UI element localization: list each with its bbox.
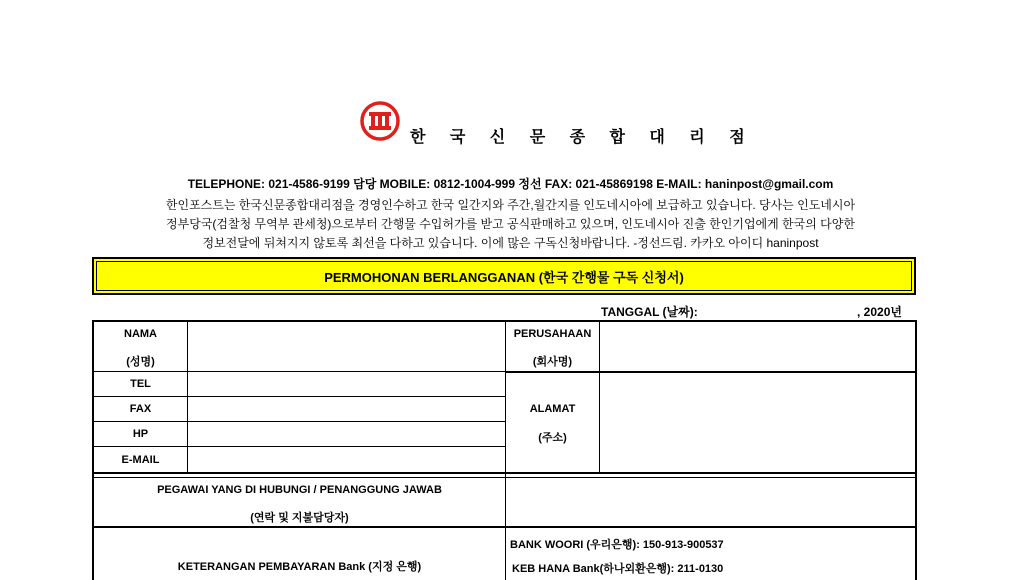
label-alamat: ALAMAT: [529, 403, 576, 415]
intro-text-line-3: 정보전달에 뒤쳐지지 않토록 최선을 다하고 있습니다. 이에 많은 구독신청바랍니다. -정선드림. 카카오 아이디 haninpost: [202, 236, 819, 250]
bank-woori: BANK WOORI (우리은행): 150-913-900537: [510, 539, 724, 551]
form-title-banner: [92, 257, 916, 295]
label-keterangan: KETERANGAN PEMBAYARAN Bank (지정 은행): [177, 561, 422, 573]
date-label: TANGGAL (날짜):: [601, 305, 698, 319]
hp-field[interactable]: [188, 422, 505, 446]
label-perusahaan: PERUSAHAAN: [513, 328, 592, 340]
label-tel: TEL: [130, 378, 151, 390]
label-alamat-ko: (주소): [538, 432, 567, 444]
nama-field[interactable]: [188, 322, 505, 371]
tanggal-field[interactable]: [660, 296, 850, 316]
alamat-field[interactable]: [600, 373, 915, 472]
company-name: 한 국 신 문 종 합 대 리 점: [410, 129, 755, 146]
company-logo-icon: [360, 101, 400, 141]
label-nama-ko: (성명): [126, 356, 155, 368]
label-hp: HP: [132, 428, 149, 440]
intro-text-line-2: 정부당국(검찰청 무역부 관세청)으로부터 간행물 수입허가를 받고 공식판매하고 있으며, 인도네시아 진출 한인기업에게 한국의 다양한: [166, 217, 855, 231]
label-pegawai-ko: (연락 및 지불담당자): [250, 512, 349, 524]
form-title: PERMOHONAN BERLANGGANAN (한국 간행물 구독 신청서): [324, 269, 684, 285]
label-pegawai: PEGAWAI YANG DI HUBUNGI / PENANGGUNG JAWAB: [157, 484, 442, 496]
perusahaan-field[interactable]: [600, 322, 915, 371]
label-fax: FAX: [129, 403, 152, 415]
label-email: E-MAIL: [121, 454, 160, 466]
label-perusahaan-ko: (회사명): [532, 356, 573, 368]
fax-field[interactable]: [188, 397, 505, 421]
intro-text-line-1: 한인포스트는 한국신문종합대리점을 경영인수하고 한국 일간지와 주간,월간지를 인도네시아에 보급하고 있습니다. 당사는 인도네시아: [165, 198, 856, 212]
contact-info: TELEPHONE: 021-4586-9199 담당 MOBILE: 0812-1004-999 정선 FAX: 021-45869198 E-MAIL: haninpost@gmail.com: [187, 177, 834, 191]
date-year: , 2020년: [857, 305, 902, 319]
email-field[interactable]: [188, 447, 505, 472]
bank-keb-hana: KEB HANA Bank(하나외환은행): 211-0130: [512, 563, 724, 575]
label-nama: NAMA: [124, 328, 157, 340]
pegawai-field[interactable]: [506, 478, 915, 526]
tel-field[interactable]: [188, 372, 505, 396]
